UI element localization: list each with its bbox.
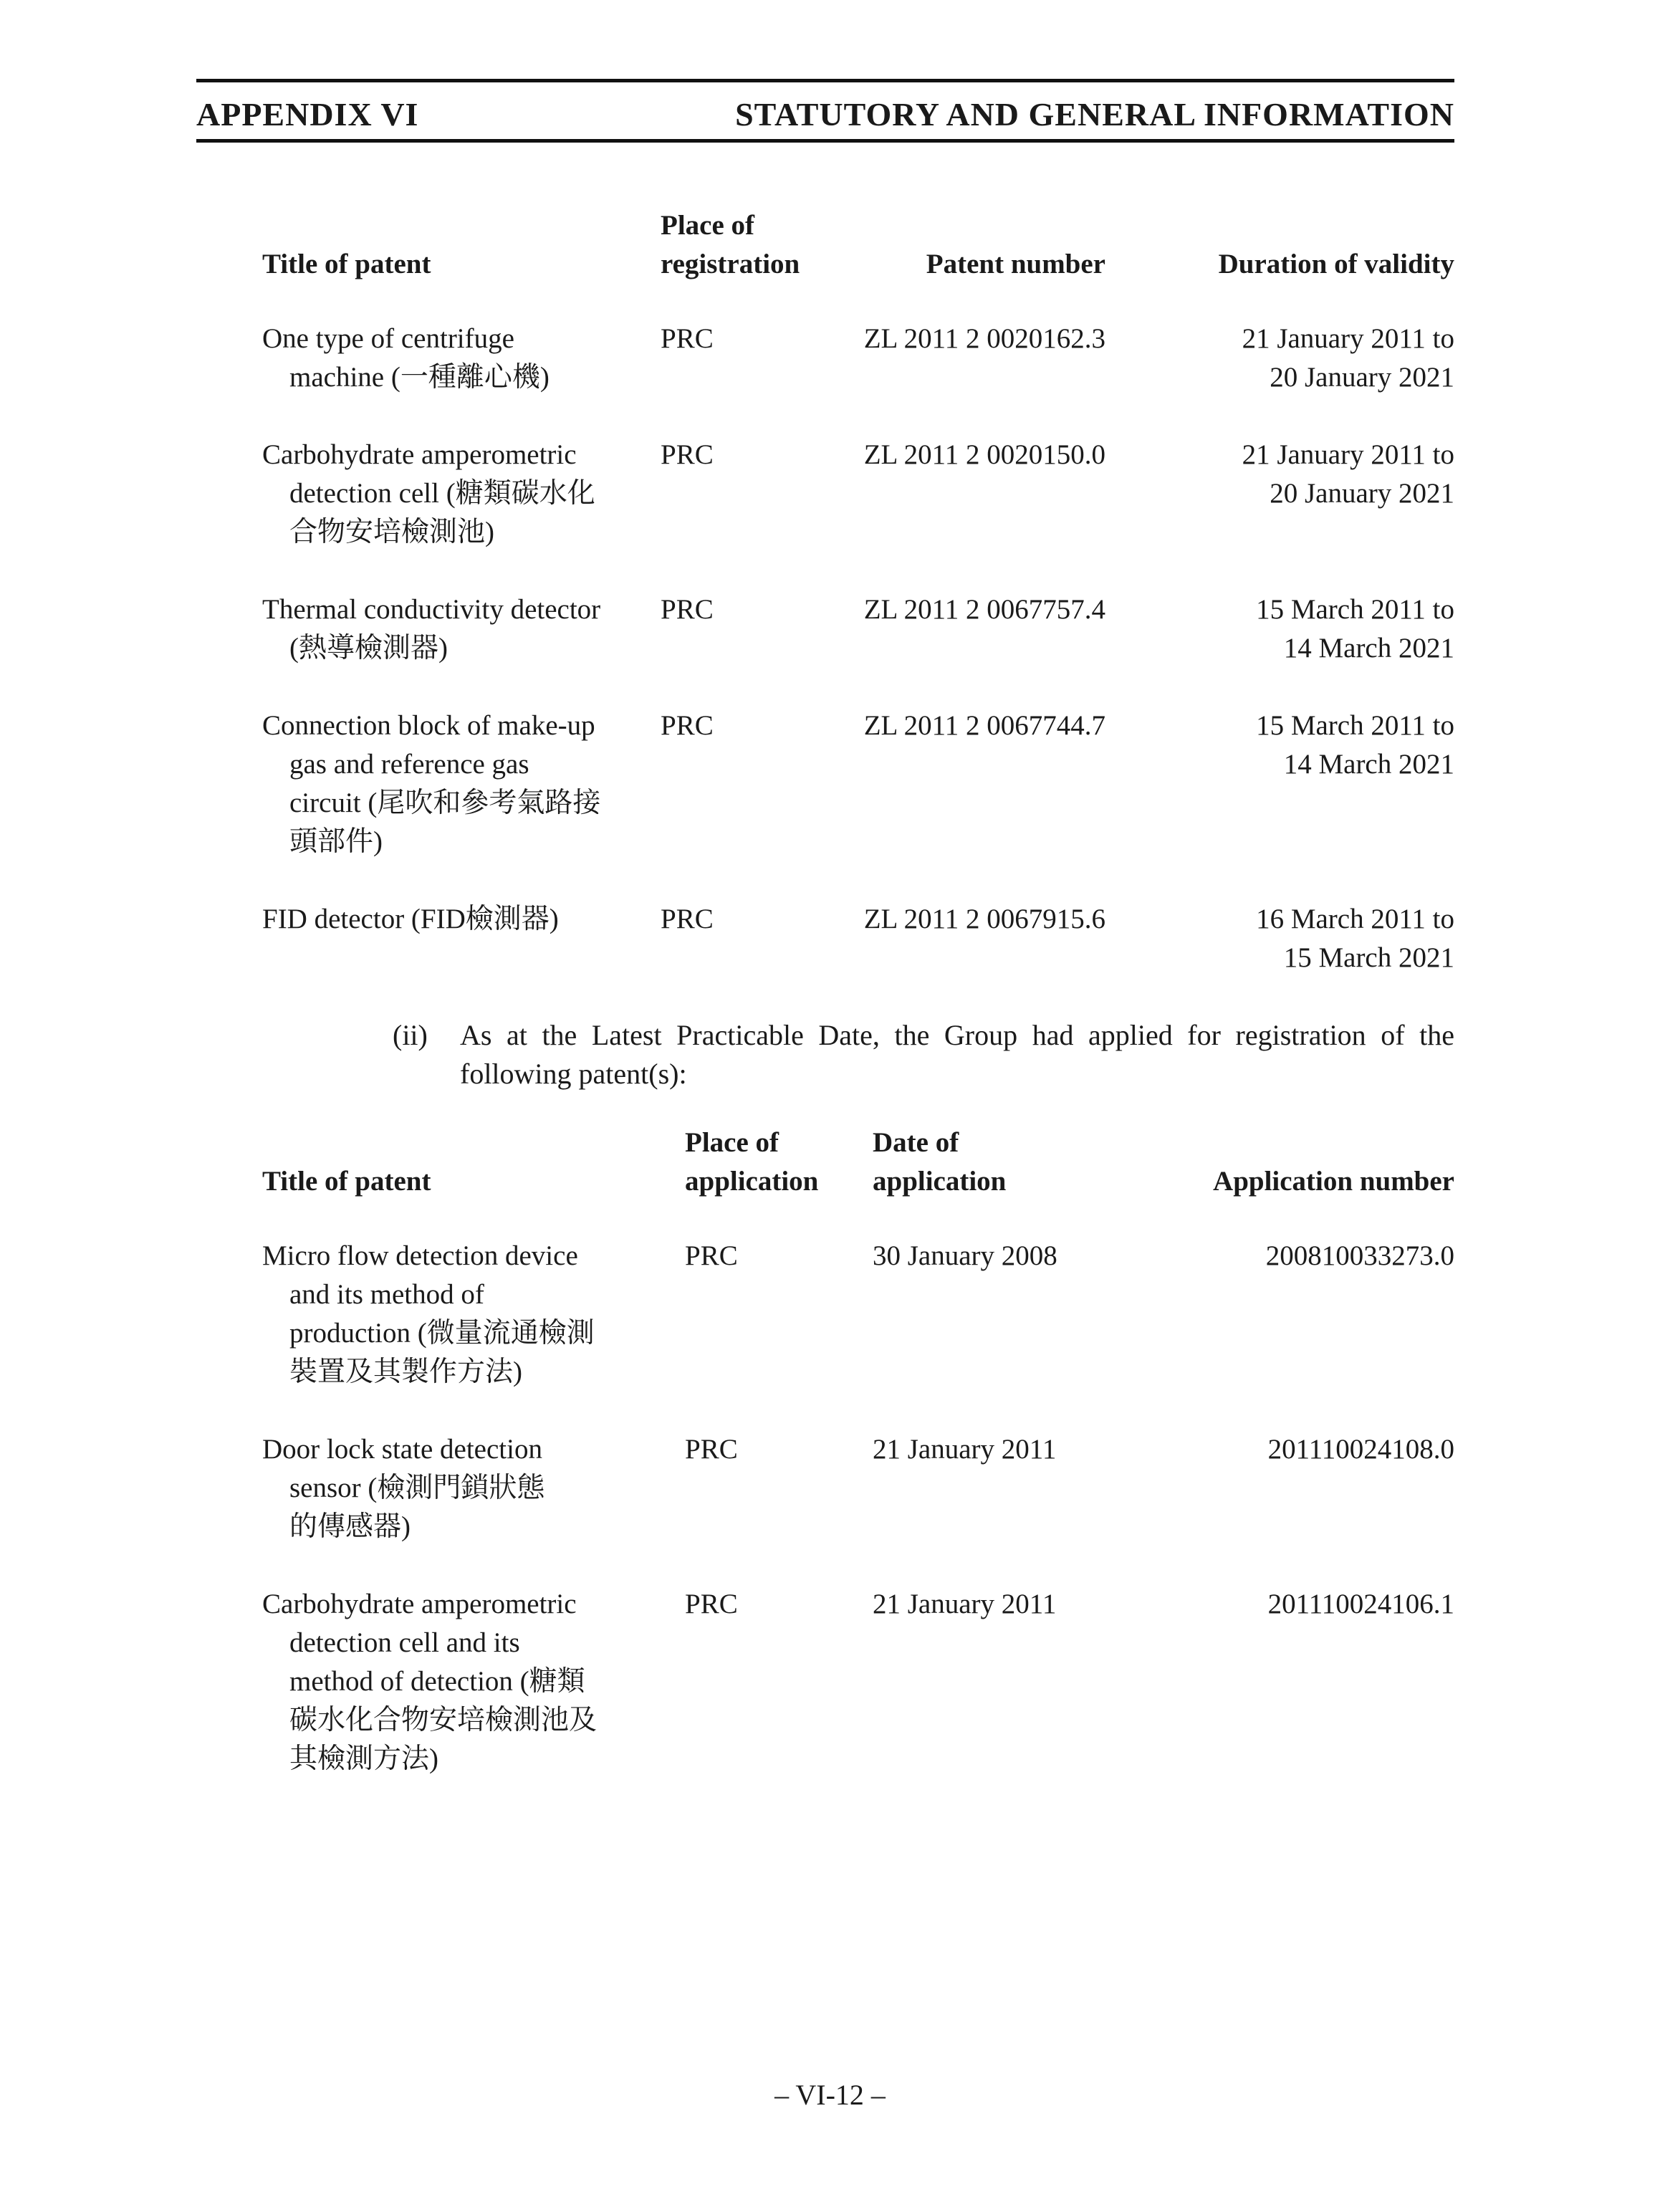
- appendix-label: APPENDIX VI: [196, 95, 419, 133]
- page-number: – VI-12 –: [774, 2079, 886, 2111]
- patent-validity: 15 March 2011 to 14 March 2021: [1256, 710, 1454, 780]
- section-title: STATUTORY AND GENERAL INFORMATION: [735, 95, 1454, 133]
- patent-title: Micro flow detection device and its method of production (微量流通檢測 裝置及其製作方法): [262, 1240, 595, 1387]
- table-row: [262, 1430, 1454, 1546]
- table-row: [262, 320, 1454, 397]
- table-header: [262, 1124, 1454, 1201]
- patent-title: Carbohydrate amperometric detection cell (糖類碳水化 合物安培檢測池): [262, 439, 595, 547]
- paragraph-number: (ii): [393, 1019, 428, 1051]
- header-bottom-rule: [196, 139, 1454, 143]
- col-duration-of-validity: Duration of validity: [1218, 249, 1454, 279]
- application-date: 21 January 2011: [873, 1589, 1057, 1619]
- patent-number: ZL 2011 2 0067915.6: [863, 904, 1105, 934]
- table-header: [262, 206, 1454, 284]
- patent-title: Thermal conductivity detector (熱導檢測器): [262, 594, 601, 664]
- patent-number: ZL 2011 2 0067757.4: [863, 594, 1105, 625]
- application-number: 201110024106.1: [1267, 1589, 1454, 1619]
- patent-place: PRC: [685, 1434, 738, 1465]
- patent-place: PRC: [685, 1589, 738, 1619]
- col-application-number: Application number: [1213, 1166, 1454, 1197]
- application-number: 200810033273.0: [1265, 1240, 1454, 1271]
- col-title-of-patent: Title of patent: [262, 249, 431, 279]
- patent-place: PRC: [661, 323, 714, 354]
- page-header: [196, 89, 1454, 139]
- patent-title: Connection block of make-up gas and reference gas circuit (尾吹和參考氣路接 頭部件): [262, 710, 601, 857]
- patent-title: Door lock state detection sensor (檢測門鎖狀態 的傳感器): [262, 1434, 545, 1542]
- patent-place: PRC: [661, 594, 714, 625]
- col-patent-number: Patent number: [926, 249, 1105, 279]
- patent-place: PRC: [661, 439, 714, 470]
- applied-patents-paragraph: [393, 1016, 1454, 1093]
- registered-patents-table: [262, 206, 1454, 977]
- application-date: 21 January 2011: [873, 1434, 1057, 1465]
- paragraph-text: As at the Latest Practicable Date, the Group had applied for registration of the following patent(s):: [460, 1019, 1454, 1090]
- table-row: [262, 590, 1454, 668]
- table-row: [262, 900, 1454, 977]
- application-number: 201110024108.0: [1267, 1434, 1454, 1465]
- col-date-of-application: Date of application: [873, 1127, 1007, 1197]
- patent-validity: 15 March 2011 to 14 March 2021: [1256, 594, 1454, 664]
- table-row: [262, 1585, 1454, 1778]
- col-title-of-patent: Title of patent: [262, 1166, 431, 1197]
- table-row: [262, 1237, 1454, 1392]
- col-place-of-application: Place of application: [685, 1127, 819, 1197]
- patent-number: ZL 2011 2 0067744.7: [863, 710, 1105, 741]
- patent-number: ZL 2011 2 0020150.0: [863, 439, 1105, 470]
- patent-place: PRC: [661, 904, 714, 934]
- patent-title: FID detector (FID檢測器): [262, 904, 559, 934]
- patent-place: PRC: [685, 1240, 738, 1271]
- patent-validity: 21 January 2011 to 20 January 2021: [1242, 323, 1454, 393]
- patent-validity: 21 January 2011 to 20 January 2021: [1242, 439, 1454, 509]
- patent-title: Carbohydrate amperometric detection cell and its method of detection (糖類 碳水化合物安培檢測池及 其檢測方法): [262, 1589, 598, 1774]
- patent-validity: 16 March 2011 to 15 March 2021: [1256, 904, 1454, 973]
- patent-place: PRC: [661, 710, 714, 741]
- header-top-rule: [196, 79, 1454, 82]
- table-row: [262, 707, 1454, 861]
- application-date: 30 January 2008: [873, 1240, 1057, 1271]
- patent-title: One type of centrifuge machine (一種離心機): [262, 323, 550, 393]
- table-row: [262, 436, 1454, 552]
- col-place-of-registration: Place of registration: [661, 210, 800, 279]
- patent-number: ZL 2011 2 0020162.3: [863, 323, 1105, 354]
- applied-patents-table: [262, 1124, 1454, 1778]
